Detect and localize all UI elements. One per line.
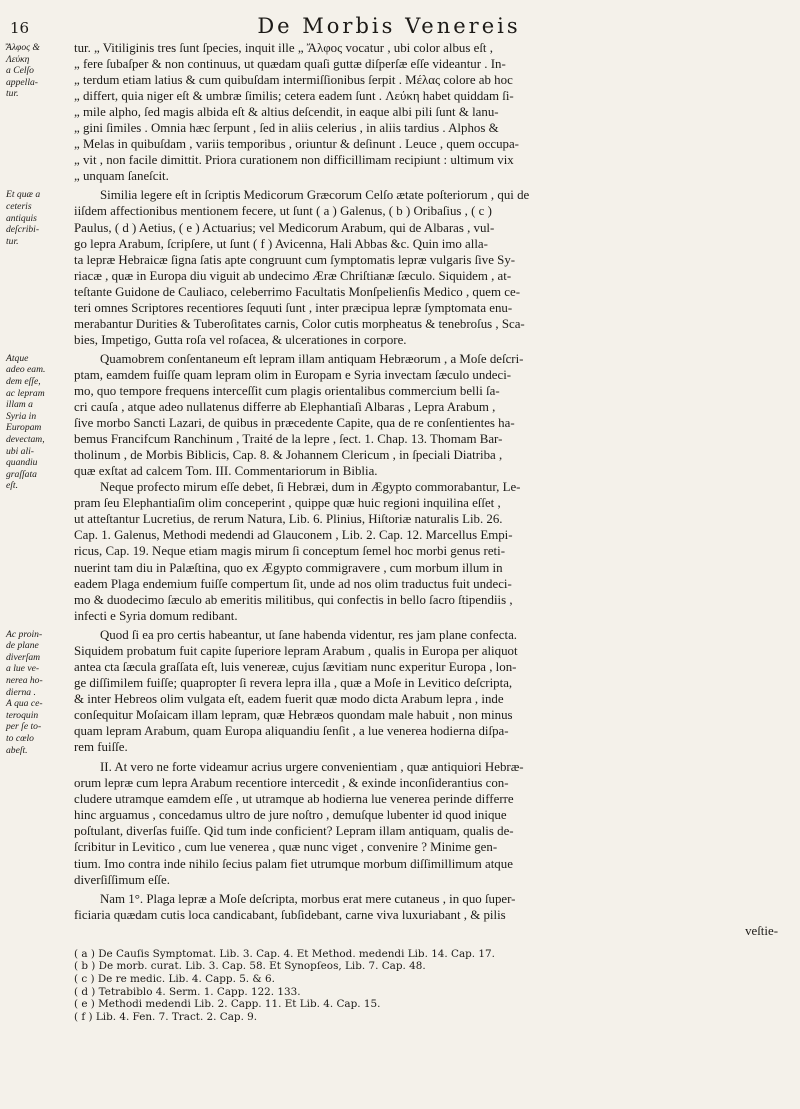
marginal-note-line: tur.: [6, 88, 19, 100]
text-line: iiſdem affectionibus mentionem fecere, ut ſunt ( a ) Galenus, ( b ) Oribaſius , ( c ): [74, 204, 492, 219]
text-line: Cap. 1. Galenus, Methodi medendi ad Glauconem , Lib. 2. Cap. 12. Marcellus Empi-: [74, 528, 513, 543]
text-line: teri omnes Scriptores recentiores ſequuti ſunt , inter præcipua lepræ ſymptomata enu-: [74, 300, 513, 315]
text-line: „ differt, quia niger eſt & umbræ ſimilis; cetera eadem ſunt . Λεύκη habet quiddam ſi-: [74, 89, 514, 104]
marginal-note: [6, 627, 74, 757]
text-line: ſcribitur in Levitico , cum lue venerea , quæ nunc viget , convenire ? Minime gen-: [74, 840, 498, 855]
marginal-note-line: diverſam: [6, 651, 41, 663]
text-line: bemus Francifcum Ranchinum , Traité de la lepre , ſect. 1. Chap. 13. Thomam Bar-: [74, 432, 503, 447]
text-line: hinc arguamus , concedamus ultro de jure noſtro , demuſque lubenter id quod inique: [74, 808, 507, 823]
text-line: merabantur Durities & Tuberoſitates carnis, Color cutis morpheatus & tenebroſus , Sca-: [74, 316, 525, 331]
text-line: „ fere ſubaſper & non continuus, ut quædam quaſi guttæ diſperſæ eſſe videantur . In-: [74, 57, 506, 72]
text-line: nuerint tam diu in Palæſtina, quo ex Ægypto commigravere , cum morbum illum in: [74, 560, 503, 575]
marginal-note-line: devectam,: [6, 434, 45, 446]
paragraph: [6, 187, 778, 347]
marginal-note: [6, 351, 74, 624]
marginal-note-line: ceteris: [6, 201, 32, 213]
text-line: „ mile alpho, ſed magis albida eſt & altius deſcendit, in eaque albi pili ſunt & lanu-: [74, 105, 499, 120]
paragraph: [6, 40, 778, 184]
marginal-note-line: antiquis: [6, 212, 37, 224]
running-title: De Morbis Venereis: [257, 14, 521, 38]
marginal-note-line: Atque: [6, 352, 29, 364]
paragraph-text: [74, 187, 778, 347]
text-line: teſtante Guidone de Cauliaco, celeberrimo Facultatis Monſpelienſis Medico , quem ce-: [74, 284, 521, 299]
page-header: [10, 14, 778, 40]
marginal-note-line: tur.: [6, 235, 19, 247]
text-line: mo & duodecimo ſæculo ab emeritis militibus, qui confectis in bello ſacro ſtipendiis ,: [74, 592, 513, 607]
paragraph: [6, 627, 778, 757]
text-line: II. At vero ne forte videamur acrius urgere convenientiam , quæ antiquiori Hebræ-: [100, 760, 524, 775]
marginal-note-line: eſt.: [6, 480, 18, 492]
marginal-note: [6, 187, 74, 347]
marginal-note-line: a Celſo: [6, 65, 34, 77]
paragraph-text: [74, 759, 778, 887]
text-line: ut atteſtantur Lucretius, de rerum Natura, Lib. 6. Plinius, Hiſtoriæ naturalis Lib. 26.: [74, 512, 503, 527]
marginal-note-line: ubi ali-: [6, 445, 34, 457]
text-line: poſtulant, diverſas fuiſſe. Qid tum inde conficient? Lepram illam antiquam, qualis de-: [74, 824, 514, 839]
marginal-note-line: abeſt.: [6, 744, 28, 756]
marginal-note-line: A qua ce-: [6, 698, 43, 710]
text-line: tur. „ Vitiliginis tres ſunt ſpecies, inquit ille „ Ἄλφος vocatur , ubi color albus eſt ,: [74, 41, 493, 55]
marginal-note-line: nerea ho-: [6, 675, 43, 687]
text-line: Nam 1°. Plaga lepræ a Moſe deſcripta, morbus erat mere cutaneus , in quo ſuper-: [100, 891, 516, 906]
marginal-note-line: teroquin: [6, 709, 39, 721]
text-line: Similia legere eſt in ſcriptis Medicorum Græcorum Celſo ætate poſteriorum , qui de: [100, 188, 530, 203]
footnote: ( d ) Tetrabiblo 4. Serm. 1. Capp. 122. 133.: [74, 985, 301, 998]
text-line: ricus, Cap. 19. Neque etiam magis mirum ſi conceptum ſemel hoc morbi genus reti-: [74, 544, 506, 559]
text-line: cludere utramque eamdem eſſe , ut utramque ab hodierna lue venerea perinde differre: [74, 792, 514, 807]
paragraph-text: [74, 40, 778, 184]
text-line: infecti e Syria domum redibant.: [74, 608, 238, 623]
text-line: „ vit , non facile dimittit. Priora curationem non difficillimam recipiunt : ultimum vix: [74, 153, 514, 168]
text-line: mo, quo tempore frequens interceſſit cum plagis orientalibus commercium belli ſa-: [74, 383, 500, 398]
text-line: conſequitur Moſaicam illam lepram, quæ Hebræos quondam male habuit , non minus: [74, 707, 513, 722]
marginal-note-line: graſſata: [6, 468, 37, 480]
marginal-note-line: quandiu: [6, 457, 38, 469]
text-line: antea cta ſæcula graſſata eſt, luis venereæ, cujus ſævitiam nunc experitur Europa , lon-: [74, 659, 517, 674]
text-line: cri cauſa , atque adeo nullatenus differre ab Elephantiaſi Albaras , Lepra Arabum ,: [74, 400, 496, 415]
page-number: 16: [10, 19, 30, 37]
text-line: tium. Imo contra inde nihilo ſecius palam fiet utrumque morbum diſſimillimum atque: [74, 856, 513, 871]
marginal-note-line: deſcribi-: [6, 224, 40, 236]
paragraph-text: [74, 351, 778, 624]
marginal-note-line: Et quæ a: [6, 189, 41, 201]
marginal-note-line: Syria in: [6, 410, 37, 422]
marginal-note-line: Ἄλφος &: [6, 42, 40, 53]
marginal-note-line: illam a: [6, 399, 33, 411]
text-line: ge diſſimilem fuiſſe; quapropter ſi revera lepra illa , quæ a Moſe in Levitico deſcripta,: [74, 675, 513, 690]
footnote: ( f ) Lib. 4. Fen. 7. Tract. 2. Cap. 9.: [74, 1010, 258, 1023]
text-line: „ terdum etiam latius & cum quibuſdam intermiſſionibus ſerpit . Μέλας colore ab hoc: [74, 73, 513, 88]
footnote: ( b ) De morb. curat. Lib. 3. Cap. 58. Et Synopſeos, Lib. 7. Cap. 48.: [74, 960, 426, 973]
paragraph: [6, 759, 778, 887]
text-line: ſive morbo Sancti Lazari, de quibus in præcedente Capite, qua de re conſentientes ha-: [74, 416, 515, 431]
text-line: eadem Plaga endemium fuiſſe compertum ſit, unde ad nos olim traductus fuit undeci-: [74, 576, 512, 591]
text-line: bies, Impetigo, Gutta roſa vel roſacea, & ulcerationes in corpore.: [74, 332, 407, 347]
text-line: ficiaria quædam cutis loca candicabant, ſubſidebant, carne viva luxuriabant , & pilis: [74, 907, 506, 922]
marginal-note-line: dem eſſe,: [6, 376, 41, 388]
text-line: go lepra Arabum, ſcripſere, ut ſunt ( f ) Avicenna, Hali Abbas &c. Quin imo alla-: [74, 236, 488, 251]
text-line: Siquidem probatum fuit capite ſuperiore lepram Arabum , qualis in Europa per aliquot: [74, 643, 518, 658]
text-line: Neque profecto mirum eſſe debet, ſi Hebræi, dum in Ægypto commorabantur, Le-: [100, 480, 521, 495]
text-line: quæ exſtat ad calcem Tom. III. Commentariorum in Biblia.: [74, 464, 378, 479]
marginal-note-line: per ſe to-: [6, 721, 42, 733]
marginal-note-line: Λεύκη: [6, 53, 30, 65]
text-line: „ gini ſimiles . Omnia hæc ſerpunt , ſed in aliis celerius , in aliis tardius . Alphos &: [74, 121, 499, 136]
marginal-note-line: Ac proin-: [6, 628, 43, 640]
paragraph-text: [74, 891, 778, 939]
footnote: ( c ) De re medic. Lib. 4. Capp. 5. & 6.: [74, 972, 275, 985]
text-line: rem fuiſſe.: [74, 740, 128, 755]
text-line: tholinum , de Morbis Biblicis, Cap. 8. & Johannem Clericum , in ſpeciali Diatriba ,: [74, 448, 503, 463]
marginal-note: [6, 40, 74, 184]
text-line: & inter Hebreos olim vulgata eſt, eadem fuerit quæ modo dicta Arabum lepra , inde: [74, 691, 504, 706]
text-line: diverſiſſimum eſſe.: [74, 872, 170, 887]
text-line: ptam, eamdem fuiſſe quam lepram olim in Europam e Syria invectam ſæculo undeci-: [74, 367, 512, 382]
marginal-note-line: appella-: [6, 76, 38, 88]
marginal-note-line: a lue ve-: [6, 663, 40, 675]
text-line: pram ſeu Elephantiaſim olim conceperint , quippe quæ huic regioni inquilina eſſet ,: [74, 496, 501, 511]
page-body: [6, 40, 778, 939]
marginal-note: [6, 759, 74, 887]
marginal-note-line: to cœlo: [6, 733, 34, 745]
footnotes: [74, 948, 778, 1024]
marginal-note-line: dierna .: [6, 686, 36, 698]
text-line: riacæ , quæ in Europa diu viguit ab undecimo Æræ Chriſtianæ ſæculo. Siquidem , at-: [74, 268, 512, 283]
paragraph: [6, 351, 778, 624]
text-line: „ Melas in quibuſdam , variis temporibus , oriuntur & deſinunt . Leuce , quem occupa-: [74, 137, 519, 152]
text-line: Quamobrem conſentaneum eſt lepram illam antiquam Hebræorum , a Moſe deſcri-: [100, 351, 524, 366]
marginal-note-line: de plane: [6, 640, 39, 652]
text-line: orum lepræ cum lepra Arabum recentiore intercedit , & exinde inconſiderantius con-: [74, 776, 509, 791]
paragraph-text: [74, 627, 778, 757]
text-line: quam lepram Arabum, quam Europa aliquandiu ſenſit , a lue venerea hodierna diſpa-: [74, 723, 509, 738]
text-line: „ unquam ſaneſcit.: [74, 169, 169, 184]
marginal-note-line: adeo eam.: [6, 364, 46, 376]
marginal-note-line: ac lepram: [6, 387, 45, 399]
text-line: Paulus, ( d ) Aetius, ( e ) Actuarius; vel Medicorum Arabum, qui de Albaras , vul-: [74, 220, 495, 235]
text-line: Quod ſi ea pro certis habeantur, ut ſane habenda videntur, res jam plane confecta.: [100, 627, 518, 642]
footnote: ( a ) De Cauſis Symptomat. Lib. 3. Cap. 4. Et Method. medendi Lib. 14. Cap. 17.: [74, 947, 495, 960]
text-line: veſtie-: [745, 923, 778, 938]
paragraph: [6, 891, 778, 939]
marginal-note-line: Europam: [6, 422, 42, 434]
text-line: ta lepræ Hebraicæ ſigna ſatis apte congruunt cum ſymptomatis lepræ vulgaris ſive Sy-: [74, 252, 516, 267]
marginal-note: [6, 891, 74, 939]
footnote: ( e ) Methodi medendi Lib. 2. Capp. 11. Et Lib. 4. Cap. 15.: [74, 998, 381, 1011]
